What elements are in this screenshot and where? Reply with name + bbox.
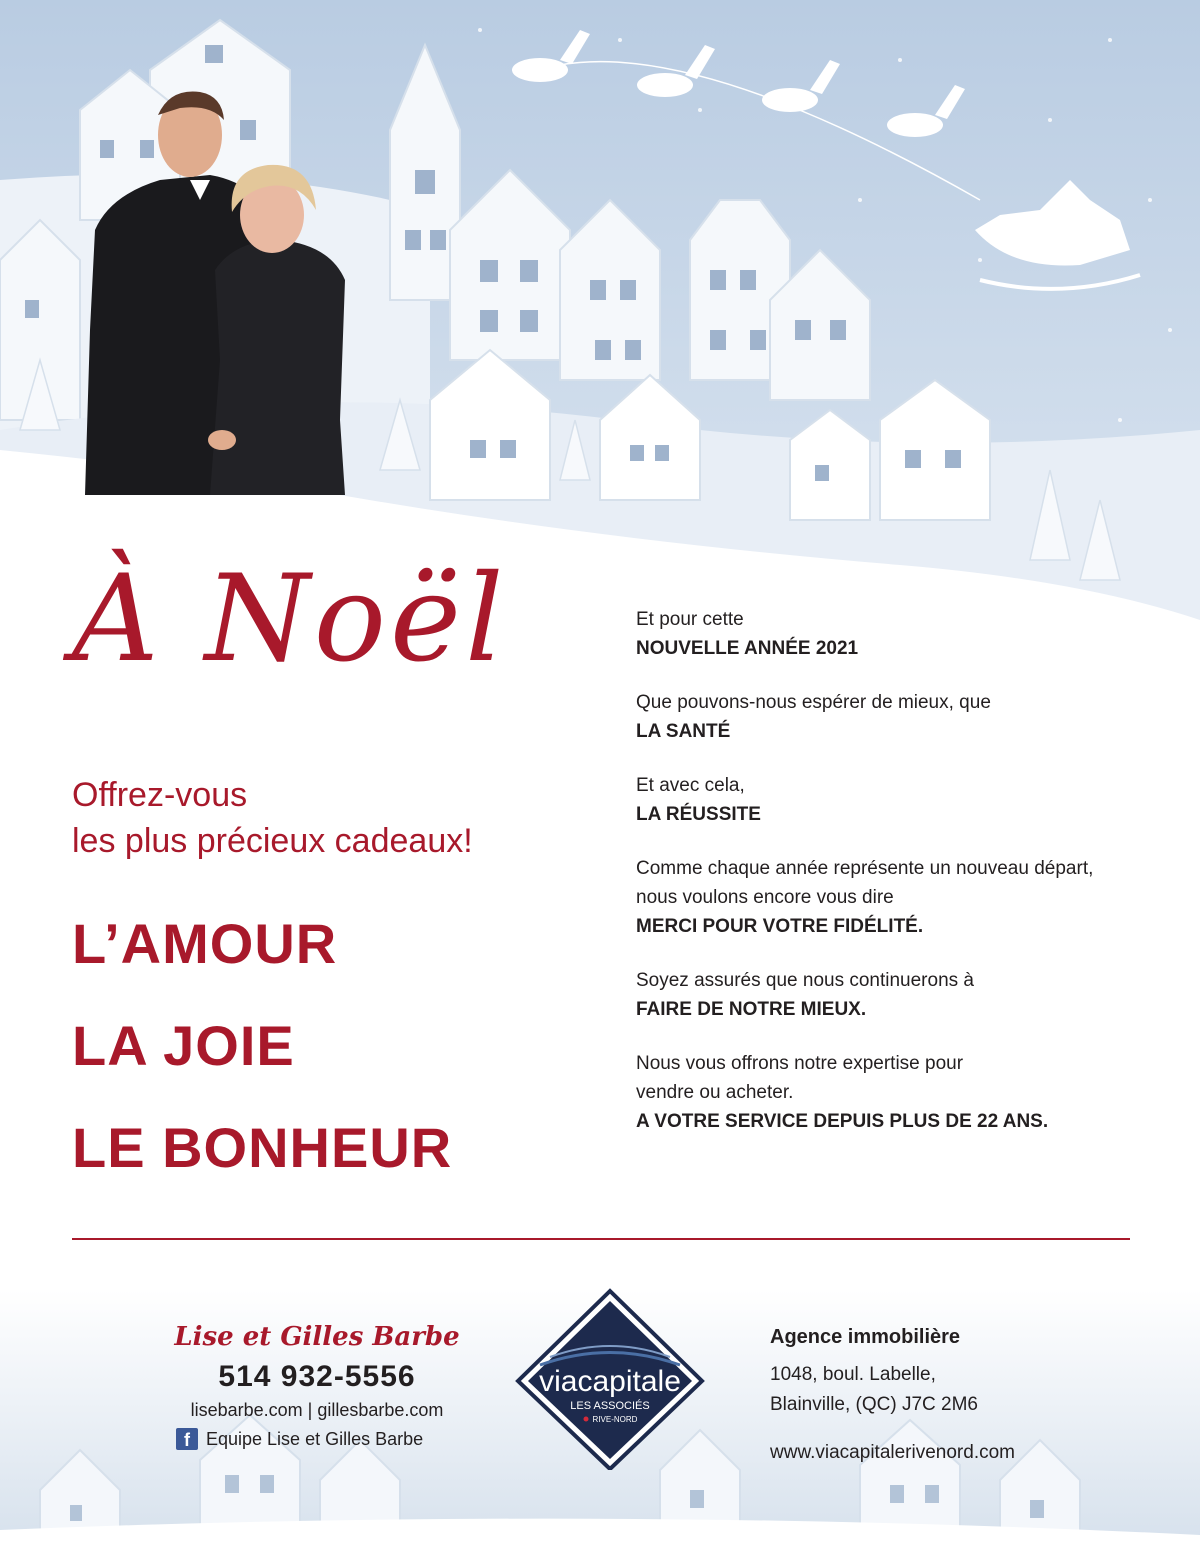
logo-les-associes: LES ASSOCIÉS bbox=[570, 1400, 650, 1412]
message-bold: MERCI POUR VOTRE FIDÉLITÉ. bbox=[636, 916, 924, 937]
offer-line-1: Offrez-vous bbox=[72, 776, 248, 814]
offer-text bbox=[72, 772, 473, 864]
agency-address-line-2: Blainville, (QC) J7C 2M6 bbox=[770, 1394, 978, 1415]
message-text: Soyez assurés que nous continuerons à bbox=[636, 970, 974, 991]
message-text: Et avec cela, bbox=[636, 775, 745, 796]
greeting-message bbox=[636, 605, 1156, 1161]
agency-address-line-1: 1048, boul. Labelle, bbox=[770, 1364, 936, 1385]
logo-rive-nord: RIVE-NORD bbox=[592, 1415, 638, 1424]
facebook-icon: f bbox=[176, 1428, 198, 1450]
agency-website[interactable]: www.viacapitalerivenord.com bbox=[770, 1442, 1015, 1463]
phone-number[interactable]: 514 932-5556 bbox=[218, 1360, 416, 1393]
gift-bonheur: LE BONHEUR bbox=[72, 1116, 453, 1179]
message-bold: LA RÉUSSITE bbox=[636, 804, 761, 825]
offer-line-2: les plus précieux cadeaux! bbox=[72, 822, 473, 860]
message-text: Comme chaque année représente un nouveau départ, nous voulons encore vous dire bbox=[636, 858, 1094, 908]
message-paragraph bbox=[636, 771, 1156, 829]
gift-joie: LA JOIE bbox=[72, 1014, 295, 1077]
agent-names: Lise et Gilles Barbe bbox=[174, 1322, 460, 1352]
facebook-link[interactable] bbox=[176, 1428, 423, 1450]
agency-heading: Agence immobilière bbox=[770, 1326, 961, 1348]
message-text: Et pour cette bbox=[636, 609, 744, 630]
message-paragraph bbox=[636, 1049, 1049, 1136]
agency-info bbox=[770, 1322, 1015, 1468]
message-bold: FAIRE DE NOTRE MIEUX. bbox=[636, 999, 867, 1020]
message-bold: A VOTRE SERVICE DEPUIS PLUS DE 22 ANS. bbox=[636, 1111, 1049, 1132]
logo-star-icon bbox=[584, 1417, 589, 1422]
message-paragraph bbox=[636, 966, 1156, 1024]
gift-amour: L’AMOUR bbox=[72, 912, 338, 975]
message-paragraph bbox=[636, 688, 1156, 746]
divider-line bbox=[72, 1238, 1130, 1240]
logo-capitale: capitale bbox=[577, 1365, 681, 1398]
agent-websites[interactable]: lisebarbe.com | gillesbarbe.com bbox=[190, 1400, 444, 1420]
message-paragraph bbox=[636, 605, 1156, 663]
via-capitale-logo bbox=[510, 1285, 710, 1470]
message-bold: LA SANTÉ bbox=[636, 721, 731, 742]
message-paragraph bbox=[636, 854, 1106, 941]
facebook-page-name: Equipe Lise et Gilles Barbe bbox=[206, 1428, 424, 1449]
message-text: Que pouvons-nous espérer de mieux, que bbox=[636, 692, 991, 713]
svg-text:viacapitale bbox=[539, 1365, 681, 1398]
message-bold: NOUVELLE ANNÉE 2021 bbox=[636, 638, 859, 659]
logo-via: via bbox=[539, 1365, 578, 1398]
headline-a-noel: À Noël bbox=[72, 550, 508, 689]
message-text: Nous vous offrons notre expertise pour vendre ou acheter. bbox=[636, 1053, 964, 1103]
